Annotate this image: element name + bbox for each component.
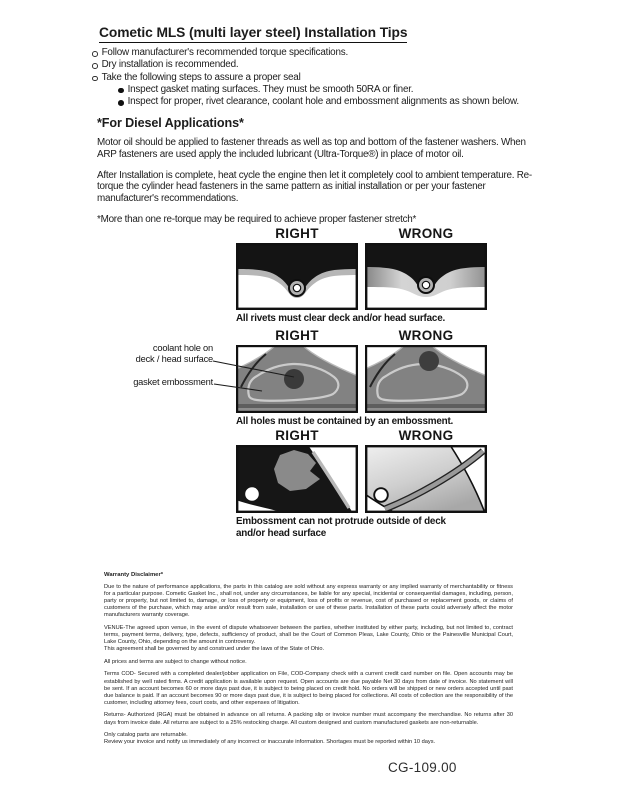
label-line: deck / head surface (135, 353, 213, 364)
bullet-text: Inspect gasket mating surfaces. They must be smooth 50RA or finer. (127, 83, 414, 95)
paragraph: Motor oil should be applied to fastener threads as well as top and bottom of the fastener washers. When ARP fasteners are used apply the included lubricant (Ultra-Torque®) in place of motor oil. (97, 137, 526, 160)
warranty-disclaimer-section (104, 572, 513, 752)
bullet-text: Dry installation is recommended. (101, 59, 239, 71)
disclaimer-paragraph: This agreement shall be governed by and construed under the laws of the State of Ohio. (104, 646, 325, 653)
bullet-text: Follow manufacturer's recommended torque specifications. (101, 47, 349, 58)
list-item (92, 72, 519, 84)
circle-bullet-icon (92, 51, 98, 57)
diagram-boxes (236, 243, 487, 310)
rivet-wrong-diagram (365, 243, 487, 310)
disclaimer-paragraph: Due to the nature of performance applications, the parts in this catalog are sold without any express warranty or any implied warranty of merchantability or fitness for a particular purpose. Cometic Gasket Inc., shall not, under any circumstances, be liable for any special, incidental or consequential damages, including, person, party or property, but not limited to, damage, or loss of property or equipment, loss of profits or revenue, cost of purchased or replacement goods, or claims of customers of the purchase, which may arise and/or result from sale, installation or use of these parts. Installation of these parts could adversely affect the motor manufacturers warranty coverage. (104, 584, 513, 619)
dot-bullet-icon (118, 88, 124, 94)
wrong-label: WRONG (398, 328, 454, 343)
label-line: coolant hole on (152, 343, 213, 353)
right-label: RIGHT (275, 328, 319, 343)
page-title: Cometic MLS (multi layer steel) Installation Tips (99, 25, 407, 43)
circle-bullet-icon (92, 76, 98, 82)
list-item (92, 59, 519, 71)
disclaimer-heading: Warranty Disclaimer* (104, 572, 164, 578)
embossment-protrusion-diagram-row (236, 428, 487, 539)
disclaimer-paragraph: All prices and terms are subject to change without notice. (104, 658, 247, 665)
bullet-text: Take the following steps to assure a proper seal (101, 71, 301, 83)
diesel-applications-section (97, 116, 542, 235)
circle-bullet-icon (92, 63, 98, 69)
diagram-boxes (236, 445, 487, 513)
wrong-label: WRONG (398, 226, 454, 241)
rivet-clearance-diagram-row (236, 226, 487, 325)
disclaimer-paragraph: Returns- Authorized (RGA) must be obtained in advance on all returns. A packing slip or invoice number must accompany the merchandise. No returns after 30 days from invoice date. All returns are subject to a 25% restocking charge. All custom designed and custom manufactured gaskets are non-returnable. (104, 712, 513, 726)
coolant-hole-wrong-diagram (365, 345, 487, 413)
right-label: RIGHT (275, 226, 319, 241)
label-line: gasket embossment (133, 377, 213, 387)
diagram-caption: All holes must be contained by an embossment. (236, 416, 454, 427)
diagram-labels (236, 428, 487, 443)
disclaimer-paragraph: Review your invoice and notify us immediately of any incorrect or inaccurate information. Shortages must be reported within 10 days. (104, 739, 436, 746)
bullet-text: Inspect for proper, rivet clearance, coolant hole and embossment alignments as shown below. (127, 96, 519, 108)
dot-bullet-icon (118, 100, 124, 106)
tips-list (92, 47, 519, 108)
protrusion-wrong-diagram (365, 445, 487, 513)
protrusion-right-diagram (236, 445, 358, 513)
list-item (92, 47, 519, 59)
annotation-lines (112, 338, 372, 408)
list-item (118, 84, 519, 96)
wrong-label: WRONG (398, 428, 454, 443)
diagram-labels (236, 226, 487, 241)
paragraph: *More than one re-torque may be required to achieve proper fastener stretch* (97, 213, 417, 225)
right-label: RIGHT (275, 428, 319, 443)
disclaimer-paragraph: Only catalog parts are returnable. (104, 732, 188, 739)
disclaimer-paragraph: VENUE-The agreed upon venue, in the event of dispute whatsoever between the parties, whether instituted by either party, including, but not limited to, contract terms, payment terms, delivery, type, defects, sufficiency of product, shall be the Court of Common Pleas, Lake County, Ohio or the Painesville Municipal Court, Lake County, Ohio, depending on the amount in controversy. (104, 624, 513, 646)
diagram-caption: All rivets must clear deck and/or head surface. (236, 313, 446, 324)
section-heading: *For Diesel Applications* (97, 116, 244, 130)
paragraph: After Installation is complete, heat cycle the engine then let it completely cool to ambient temperature. Re-torque the cylinder head fasteners in the same pattern as initial installation or per your fastener manufacturer's recommendations. (97, 169, 532, 204)
caption-line: Embossment can not protrude outside of deck (236, 516, 446, 527)
page-number: CG-109.00 (388, 760, 457, 775)
diagram-caption (236, 516, 487, 539)
list-item (118, 96, 519, 108)
caption-line: and/or head surface (236, 527, 327, 539)
rivet-right-diagram (236, 243, 358, 310)
disclaimer-paragraph: Terms COD- Secured with a completed dealer/jobber application on File, COD-Company check with a current credit card number on file. Open accounts may be established by well rated firms. A credit application is available upon request. Open accounts are due payable Net 30 days from date of invoice. No statement will be sent. If an account becomes 60 or more days past due, it is subject to being placed on credit hold. No orders will be shipped or new orders accepted until past due balance is paid. If an account becomes 90 or more days past due, it is subject to being placed for collections. All costs of collection are the responsibility of the customer, including attorney fees, court costs, and other expenses of litigation. (104, 671, 513, 706)
